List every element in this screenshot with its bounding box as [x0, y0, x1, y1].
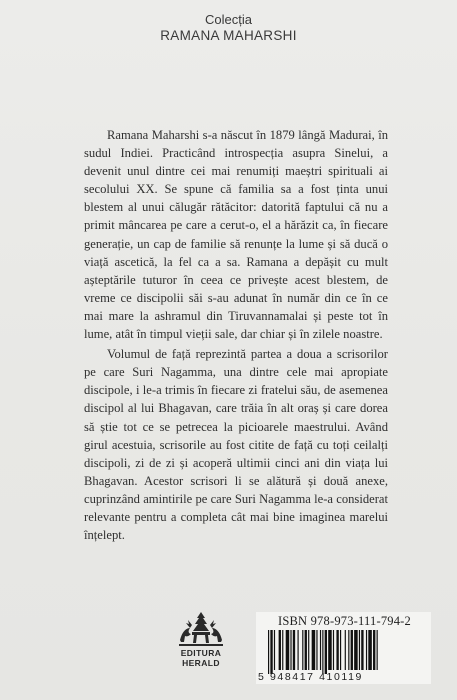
- barcode-bar: [373, 630, 375, 670]
- isbn-number: ISBN 978-973-111-794-2: [278, 614, 411, 628]
- barcode-bar: [345, 630, 346, 670]
- barcode-bar: [348, 630, 349, 670]
- description-paragraph-1: Ramana Maharshi s-a născut în 1879 lângă Madurai, în sudul Indiei. Practicând introspecția asupra Sinelui, a devenit unul dintre cei mai renumiți maeștri spirituali ai secolului XX. Se spune că familia sa a fost ținta unui blestem al unui călugăr rătăcitor: datorită faptului că nu a primit mâncarea pe care a cerut-o, el a hărăzit ca, în fiecare generație, un cap de familie să renunțe la lume și să ducă o viață ascetică, la fel ca a sa. Ramana a depășit cu mult așteptările tuturor în ceea ce privește acest blestem, de vreme ce discipolii săi s-au adunat în număr din ce în ce mai mare la ashramul din Tiruvannamalai și peste tot în lume, atât în timpul vieții sale, dar chiar și în zilele noastre.: [84, 128, 388, 342]
- barcode-bar: [279, 630, 281, 670]
- barcode-bar: [328, 630, 332, 670]
- barcode-bar: [298, 630, 299, 670]
- barcode-bar: [270, 630, 272, 674]
- barcode-bar: [293, 630, 295, 670]
- barcode-bar: [290, 630, 291, 670]
- barcode-bar: [274, 630, 275, 670]
- barcode-bar: [336, 630, 338, 670]
- series-header: [0, 12, 457, 44]
- description-text: [84, 126, 388, 544]
- barcode-bar: [354, 630, 358, 670]
- barcode-bar: [282, 630, 283, 670]
- barcode-bar: [286, 630, 290, 670]
- barcode-bar: [361, 630, 363, 670]
- barcode-bar: [316, 630, 317, 670]
- barcode-bar: [351, 630, 353, 670]
- description-paragraph-2: Volumul de față reprezintă partea a doua a scrisorilor pe care Suri Nagamma, una dintre cele mai apropiate discipole, i le-a trimis în fiecare zi fratelui său, de asemenea discipol al lui Bhagavan, care trăia în alt oraș și care dorea să știe tot ce se petrecea la picioarele maestrului. Având girul acestuia, scrisorile au fost citite de față cu toți ceilalți discipoli, zi de zi și acoperă ultimii cinci ani din viața lui Bhagavan. Acestor scrisori li se alătură și două anexe, cuprinzând amintirile pe care Suri Nagamma le-a considerat relevante pentru a completa cât mai bine imaginea marelui înțelept.: [84, 347, 388, 543]
- barcode-bar: [366, 630, 367, 670]
- barcode-bar: [322, 630, 323, 674]
- barcode-bar: [320, 630, 321, 670]
- barcode-bar: [359, 630, 360, 670]
- publisher-block: [166, 610, 236, 668]
- barcode-bar: [312, 630, 316, 670]
- barcode-bar: [340, 630, 341, 670]
- barcode-bar: [325, 630, 327, 674]
- barcode-bar: [268, 630, 269, 674]
- barcode-block: [256, 612, 431, 684]
- ean-number: 5 948417 410119: [258, 671, 363, 683]
- barcode-bar: [377, 630, 378, 670]
- barcode-bar: [333, 630, 334, 670]
- series-label: Colecția: [205, 12, 252, 27]
- barcode-bar: [368, 630, 372, 670]
- series-title: RAMANA MAHARSHI: [160, 28, 297, 43]
- barcode-bars: [266, 630, 424, 676]
- barcode-bar: [305, 630, 307, 670]
- publisher-name-line2: HERALD: [182, 658, 220, 668]
- publisher-name-line1: EDITURA: [180, 648, 222, 658]
- publisher-logo-icon: [176, 610, 226, 648]
- barcode-bar: [308, 630, 309, 670]
- barcode-bar: [302, 630, 303, 670]
